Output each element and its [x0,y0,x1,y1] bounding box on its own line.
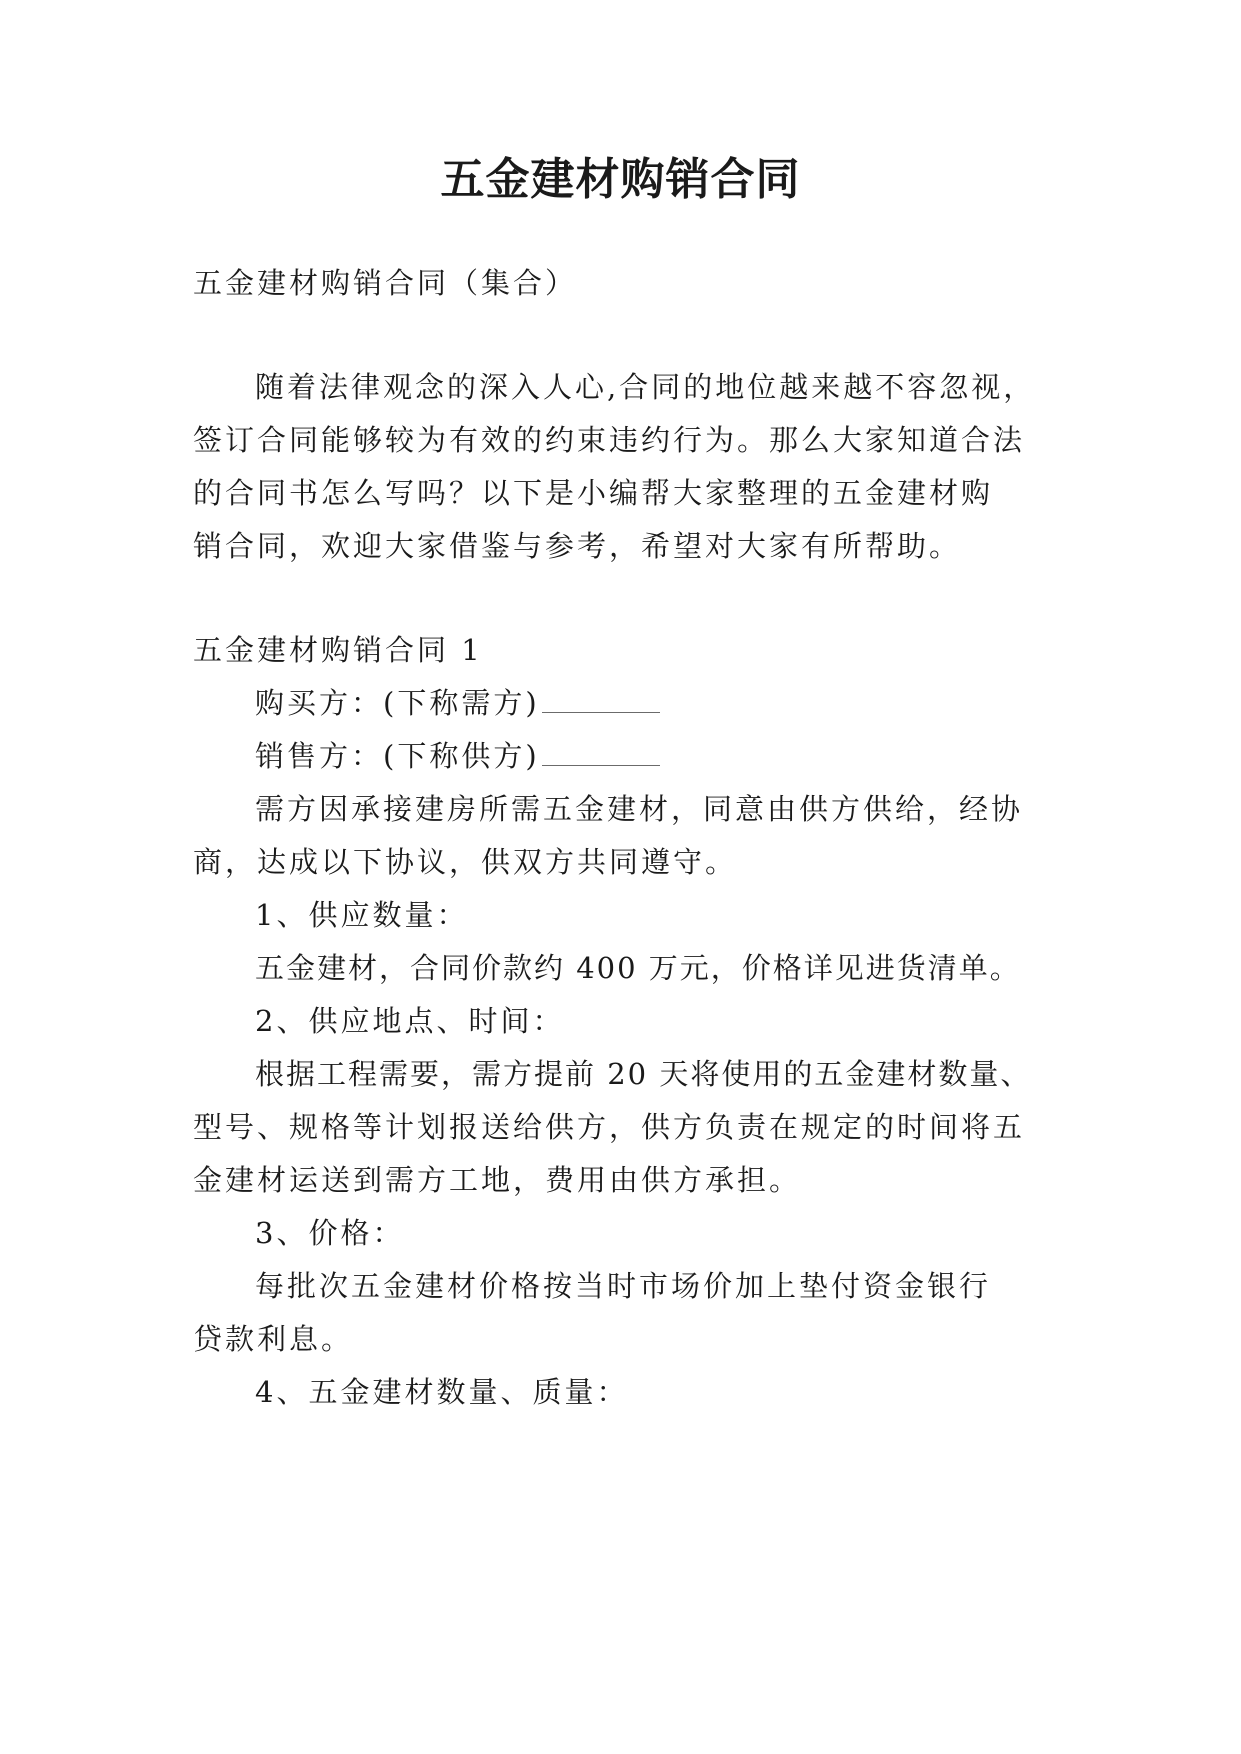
agreement-line-2: 商，达成以下协议，供双方共同遵守。 [193,845,738,879]
clause2-heading: 2、供应地点、时间： [255,1004,565,1038]
document-subtitle: 五金建材购销合同（集合） [193,266,578,300]
intro-line-4: 销合同，欢迎大家借鉴与参考，希望对大家有所帮助。 [193,529,962,563]
buyer-label: 购买方：(下称需方) [255,686,540,720]
section-heading: 五金建材购销合同 1 [193,633,483,667]
clause1-text: 五金建材，合同价款约 400 万元，价格详见进货清单。 [255,951,1021,985]
intro-line-3: 的合同书怎么写吗？以下是小编帮大家整理的五金建材购 [193,476,994,510]
intro-line-2: 签订合同能够较为有效的约束违约行为。那么大家知道合法 [193,423,1026,457]
intro-line-1: 随着法律观念的深入人心,合同的地位越来越不容忽视， [255,370,1036,404]
clause2-line-3: 金建材运送到需方工地，费用由供方承担。 [193,1163,802,1197]
clause3-heading: 3、价格： [255,1216,405,1250]
clause3-line-1: 每批次五金建材价格按当时市场价加上垫付资金银行 [255,1269,992,1303]
agreement-line-1: 需方因承接建房所需五金建材，同意由供方供给，经协 [255,792,1024,826]
clause2-line-1: 根据工程需要，需方提前 20 天将使用的五金建材数量、 [255,1057,1032,1091]
document-title: 五金建材购销合同 [440,154,801,205]
clause2-line-2: 型号、规格等计划报送给供方，供方负责在规定的时间将五 [193,1110,1026,1144]
seller-blank [542,737,660,766]
clause4-heading: 4、五金建材数量、质量： [255,1375,629,1409]
buyer-line [255,683,660,723]
clause1-heading: 1、供应数量： [255,898,469,932]
clause3-line-2: 贷款利息。 [193,1322,354,1356]
seller-label: 销售方：(下称供方) [255,739,540,773]
buyer-blank [542,684,660,713]
seller-line [255,736,660,776]
